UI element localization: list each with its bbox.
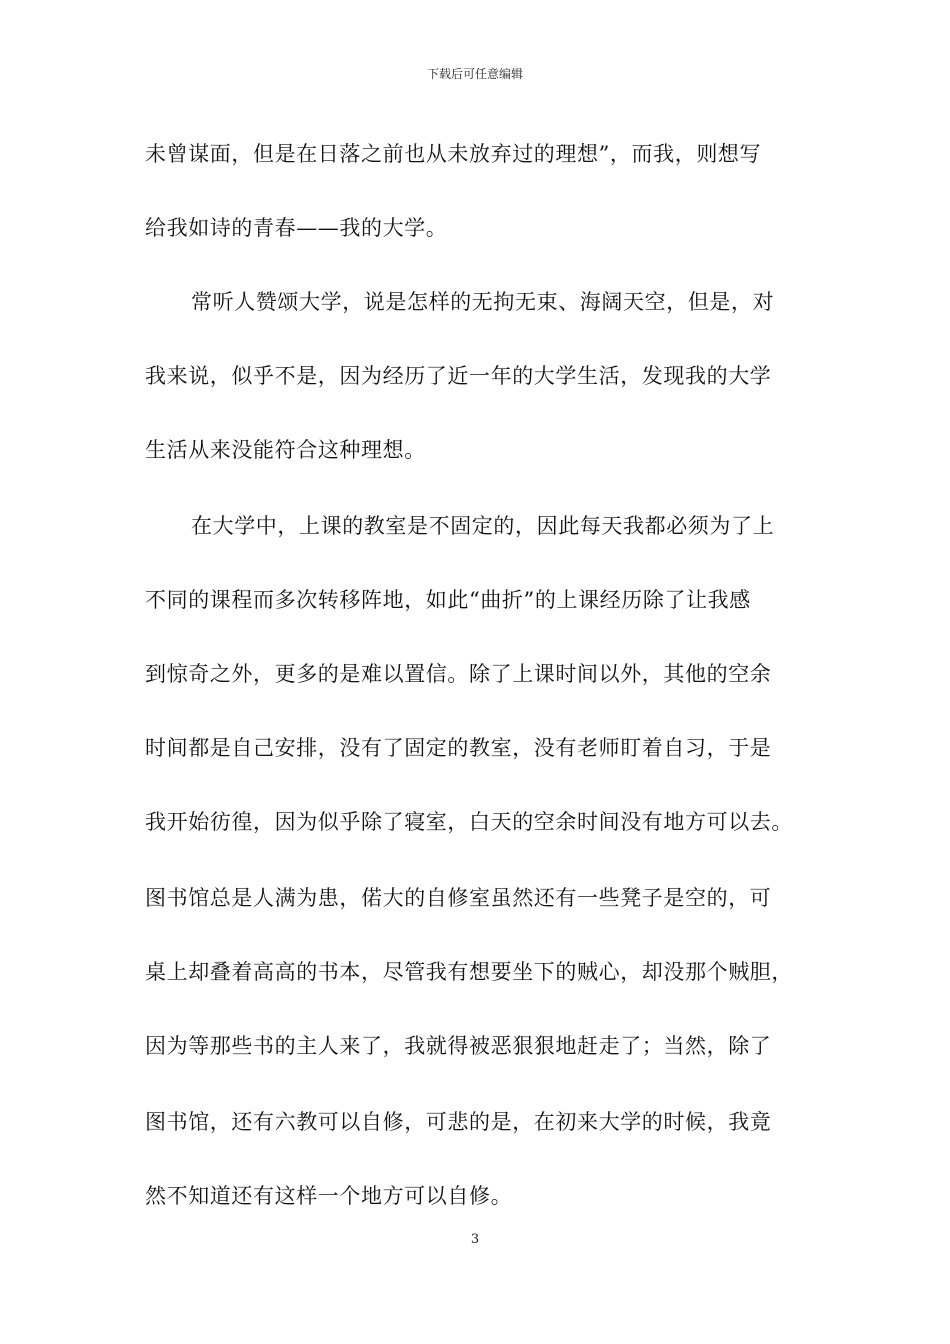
text-line: 我来说，似乎不是，因为经历了近一年的大学生活，发现我的大学 <box>145 364 772 388</box>
text-line: 然不知道还有这样一个地方可以自修。 <box>145 1184 513 1208</box>
text-line: 给我如诗的青春——我的大学。 <box>145 216 448 240</box>
text-line: 桌上却叠着高高的书本，尽管我有想要坐下的贼心，却没那个贼胆， <box>145 960 793 984</box>
text-line: 时间都是自己安排，没有了固定的教室，没有老师盯着自习，于是 <box>145 736 772 760</box>
paragraph-start-line: 在大学中，上课的教室是不固定的，因此每天我都必须为了上 <box>191 514 775 538</box>
text-line: 因为等那些书的主人来了，我就得被恶狠狠地赶走了；当然，除了 <box>145 1034 772 1058</box>
text-line: 图书馆总是人满为患，偌大的自修室虽然还有一些凳子是空的，可 <box>145 886 772 910</box>
page-number: 3 <box>470 1232 480 1247</box>
page-header: 下载后可任意编辑 <box>426 67 523 81</box>
text-line: 到惊奇之外，更多的是难以置信。除了上课时间以外，其他的空余 <box>145 662 772 686</box>
text-line: 未曾谋面，但是在日落之前也从未放弃过的理想”，而我，则想写 <box>145 142 762 166</box>
text-line: 我开始彷徨，因为似乎除了寝室，白天的空余时间没有地方可以去。 <box>145 810 793 834</box>
paragraph-start-line: 常听人赞颂大学，说是怎样的无拘无束、海阔天空，但是，对 <box>191 290 775 314</box>
text-line: 图书馆，还有六教可以自修，可悲的是，在初来大学的时候，我竟 <box>145 1110 772 1134</box>
text-line: 不同的课程而多次转移阵地，如此“曲折”的上课经历除了让我感 <box>145 588 751 612</box>
text-line: 生活从来没能符合这种理想。 <box>145 438 426 462</box>
